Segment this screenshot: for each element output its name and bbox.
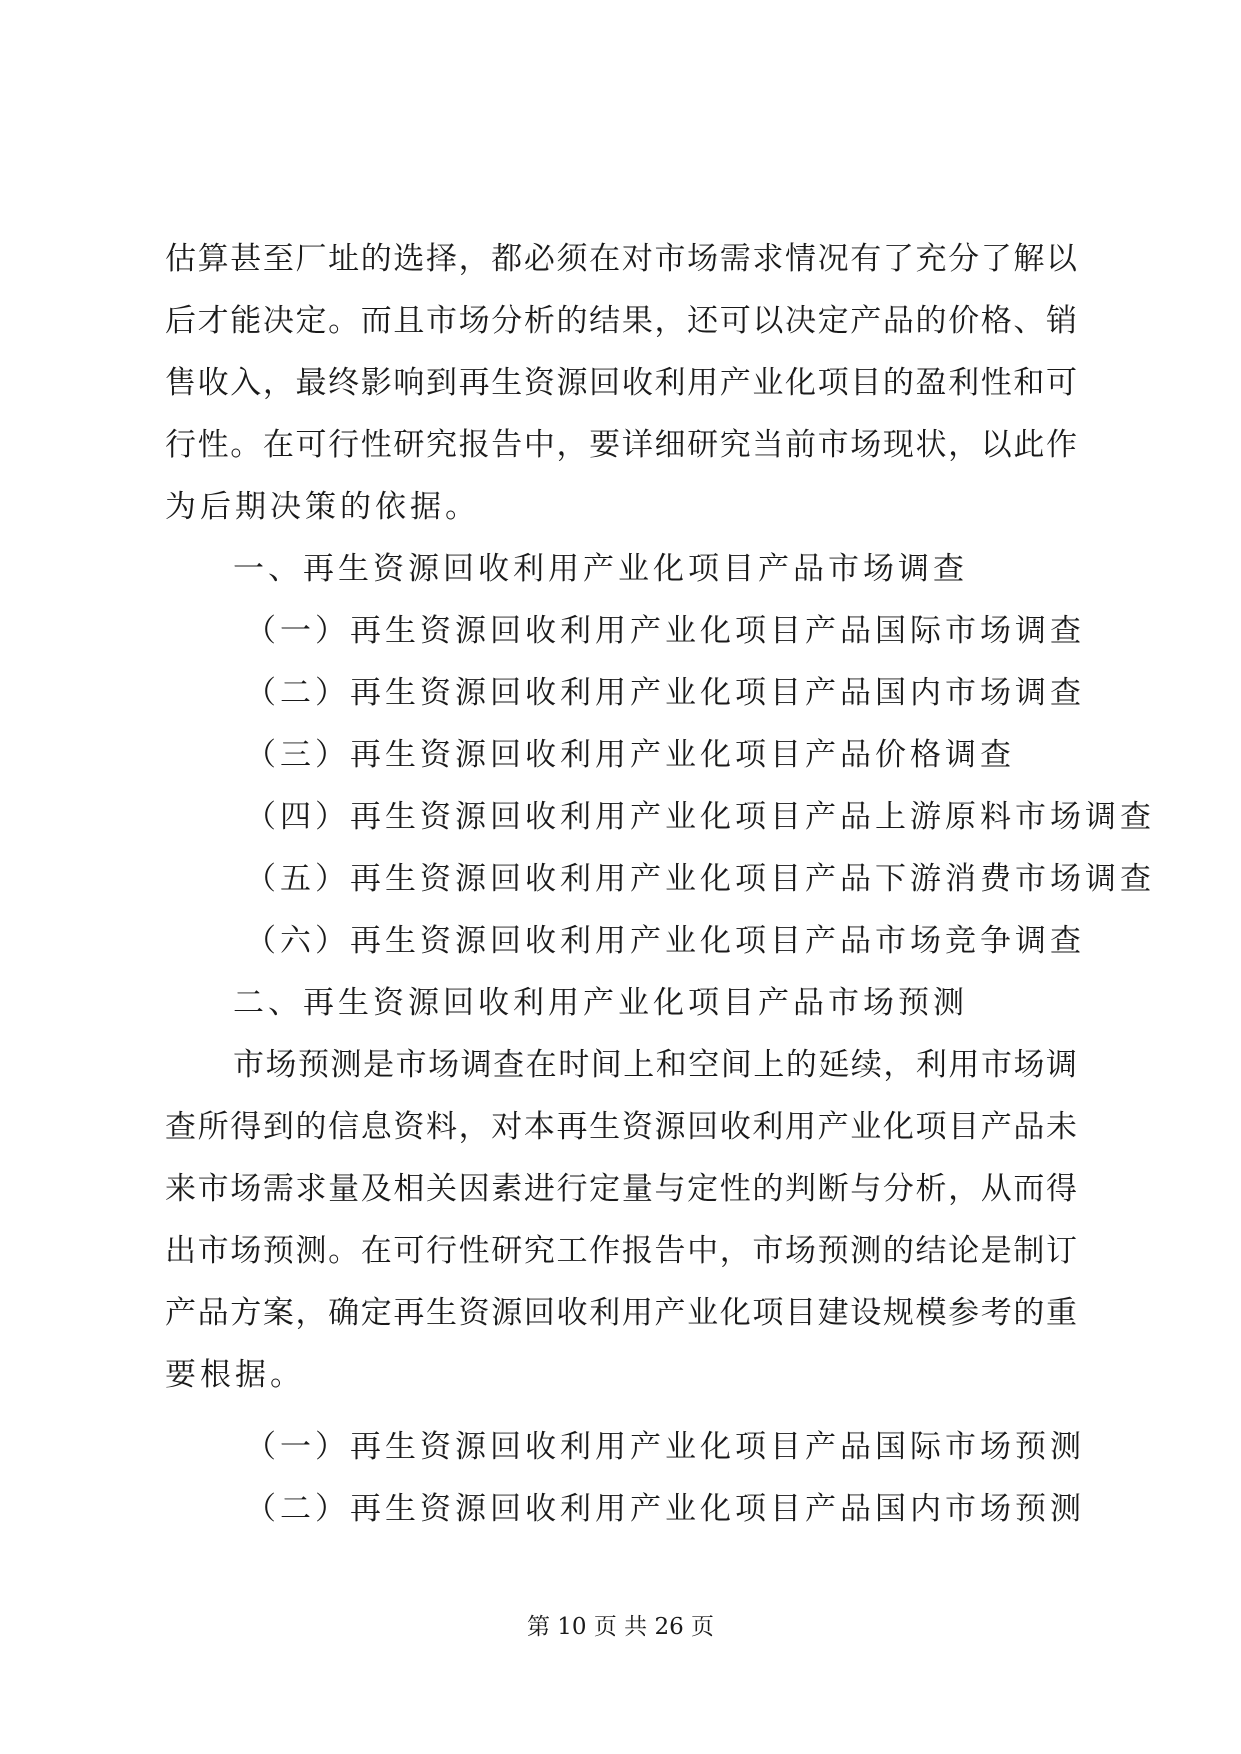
section-heading: 二、再生资源回收利用产业化项目产品市场预测: [233, 985, 968, 1021]
paragraph-line: 后才能决定。而且市场分析的结果，还可以决定产品的价格、销: [165, 303, 1077, 339]
list-item: （六）再生资源回收利用产业化项目产品市场竞争调查: [245, 923, 1085, 959]
paragraph-line: 为后期决策的依据。: [165, 489, 480, 525]
section-heading: 一、再生资源回收利用产业化项目产品市场调查: [233, 551, 968, 587]
page-number-footer: 第 10 页 共 26 页: [526, 1614, 715, 1640]
list-item: （二）再生资源回收利用产业化项目产品国内市场调查: [245, 675, 1085, 711]
list-item: （三）再生资源回收利用产业化项目产品价格调查: [245, 737, 1015, 773]
paragraph-line: 出市场预测。在可行性研究工作报告中，市场预测的结论是制订: [165, 1233, 1077, 1269]
paragraph-line: 要根据。: [165, 1357, 305, 1393]
paragraph-line: 市场预测是市场调查在时间上和空间上的延续，利用市场调: [233, 1047, 1077, 1083]
paragraph-line: 售收入，最终影响到再生资源回收利用产业化项目的盈利性和可: [165, 365, 1077, 401]
list-item: （二）再生资源回收利用产业化项目产品国内市场预测: [245, 1491, 1085, 1527]
paragraph-line: 查所得到的信息资料，对本再生资源回收利用产业化项目产品未: [165, 1109, 1077, 1145]
list-item: （一）再生资源回收利用产业化项目产品国际市场预测: [245, 1429, 1085, 1465]
paragraph-line: 估算甚至厂址的选择，都必须在对市场需求情况有了充分了解以: [165, 241, 1077, 277]
paragraph-line: 行性。在可行性研究报告中，要详细研究当前市场现状，以此作: [165, 427, 1077, 463]
list-item: （一）再生资源回收利用产业化项目产品国际市场调查: [245, 613, 1085, 649]
list-item: （四）再生资源回收利用产业化项目产品上游原料市场调查: [245, 799, 1155, 835]
list-item: （五）再生资源回收利用产业化项目产品下游消费市场调查: [245, 861, 1155, 897]
paragraph-line: 来市场需求量及相关因素进行定量与定性的判断与分析，从而得: [165, 1171, 1077, 1207]
document-page: [165, 228, 1155, 1540]
paragraph-line: 产品方案，确定再生资源回收利用产业化项目建设规模参考的重: [165, 1295, 1077, 1331]
